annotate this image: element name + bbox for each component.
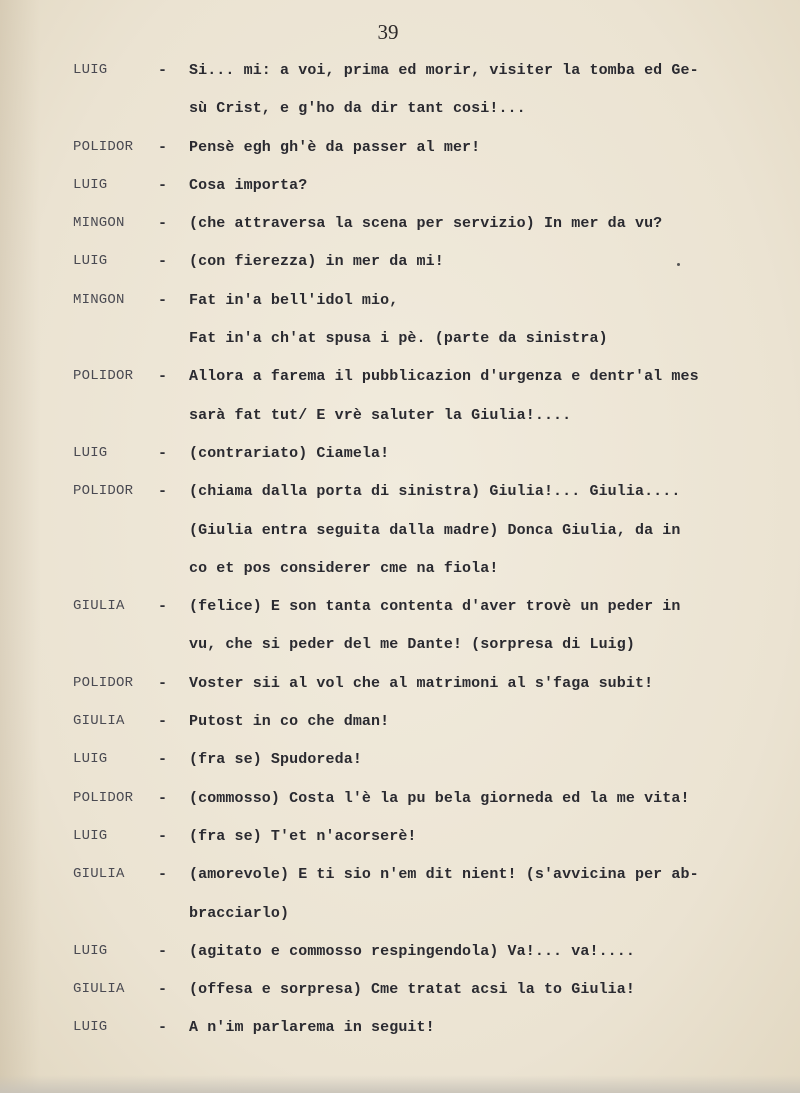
speaker-dash: -: [158, 483, 168, 501]
speaker-dash: -: [158, 713, 168, 731]
script-line: [0, 94, 800, 132]
script-line: [0, 784, 800, 822]
speaker-dash: -: [158, 176, 168, 194]
dialogue-text: co et pos considerer cme na fiola!: [189, 559, 499, 577]
script-line: [0, 439, 800, 477]
script-line: [0, 171, 800, 209]
speaker-name: POLIDOR: [73, 138, 134, 155]
speaker-name: LUIG: [73, 444, 108, 461]
speaker-dash: -: [158, 674, 168, 692]
speaker-dash: -: [158, 1019, 168, 1037]
script-line: [0, 209, 800, 247]
speaker-name: GIULIA: [73, 713, 125, 730]
speaker-name: LUIG: [73, 176, 108, 193]
speaker-name: POLIDOR: [73, 789, 134, 806]
script-line: [0, 630, 800, 668]
dialogue-text: (fra se) Spudoreda!: [189, 751, 362, 769]
speaker-dash: -: [158, 751, 168, 769]
script-line: [0, 899, 800, 937]
dialogue-text: (con fierezza) in mer da mi!: [189, 253, 444, 271]
dialogue-text: (amorevole) E ti sio n'em dit nient! (s'avvicina per ab-: [189, 866, 699, 884]
dialogue-text: (fra se) T'et n'acorserè!: [189, 827, 417, 845]
speaker-dash: -: [158, 215, 168, 233]
dialogue-text: Si... mi: a voi, prima ed morir, visiter la tomba ed Ge-: [189, 62, 699, 79]
script-line: [0, 669, 800, 707]
speaker-dash: -: [158, 981, 168, 999]
speaker-dash: -: [158, 942, 168, 960]
speaker-dash: -: [158, 253, 168, 271]
speaker-name: MINGON: [73, 215, 125, 232]
script-line: [0, 324, 800, 362]
dialogue-text: (chiama dalla porta di sinistra) Giulia!... Giulia....: [189, 483, 681, 501]
speaker-name: GIULIA: [73, 981, 125, 998]
script-line: [0, 975, 800, 1013]
script-line: [0, 477, 800, 515]
script-line: [0, 516, 800, 554]
speaker-name: LUIG: [73, 62, 108, 78]
speaker-dash: -: [158, 827, 168, 845]
ink-speck: [677, 263, 680, 266]
dialogue-text: (commosso) Costa l'è la pu bela giorneda ed la me vita!: [189, 789, 690, 807]
script-line: [0, 745, 800, 783]
dialogue-text: Cosa importa?: [189, 176, 308, 194]
dialogue-text: Fat in'a bell'idol mio,: [189, 291, 399, 309]
script-line: [0, 822, 800, 860]
dialogue-text: Voster sii al vol che al matrimoni al s'faga subit!: [189, 674, 654, 692]
speaker-name: POLIDOR: [73, 674, 134, 691]
script-line: [0, 707, 800, 745]
dialogue-text: Pensè egh gh'è da passer al mer!: [189, 138, 481, 156]
speaker-name: LUIG: [73, 751, 108, 768]
dialogue-text: (felice) E son tanta contenta d'aver trovè un peder in: [189, 598, 681, 616]
speaker-name: LUIG: [73, 827, 108, 844]
dialogue-text: (offesa e sorpresa) Cme tratat acsi la to Giulia!: [189, 981, 635, 999]
dialogue-text: sù Crist, e g'ho da dir tant cosi!...: [189, 100, 526, 118]
dialogue-text: sarà fat tut/ E vrè saluter la Giulia!....: [189, 406, 572, 424]
script-line: [0, 247, 800, 285]
dialogue-text: A n'im parlarema in seguit!: [189, 1019, 435, 1037]
dialogue-text: (che attraversa la scena per servizio) In mer da vu?: [189, 215, 663, 233]
dialogue-text: Putost in co che dman!: [189, 713, 390, 731]
speaker-name: LUIG: [73, 1019, 108, 1036]
page-bottom-edge: [0, 1075, 800, 1093]
script-line: [0, 56, 800, 94]
speaker-dash: -: [158, 866, 168, 884]
speaker-dash: -: [158, 138, 168, 156]
speaker-dash: -: [158, 291, 168, 309]
speaker-dash: -: [158, 789, 168, 807]
page-number: 39: [377, 20, 399, 44]
dialogue-text: (contrariato) Ciamela!: [189, 444, 390, 462]
speaker-name: LUIG: [73, 253, 108, 270]
speaker-dash: -: [158, 444, 168, 462]
script-line: [0, 592, 800, 630]
speaker-name: MINGON: [73, 291, 125, 308]
dialogue-text: bracciarlo): [189, 904, 290, 922]
dialogue-text: (agitato e commosso respingendola) Va!... va!....: [189, 942, 635, 960]
script-line: [0, 554, 800, 592]
speaker-dash: -: [158, 368, 168, 386]
script-line: [0, 362, 800, 400]
speaker-dash: -: [158, 62, 168, 79]
script-line: [0, 1013, 800, 1051]
script-line: [0, 937, 800, 975]
speaker-name: LUIG: [73, 942, 108, 959]
dialogue-text: (Giulia entra seguita dalla madre) Donca Giulia, da in: [189, 521, 681, 539]
speaker-name: GIULIA: [73, 866, 125, 883]
speaker-name: POLIDOR: [73, 368, 134, 385]
script-line: [0, 286, 800, 324]
dialogue-text: Allora a farema il pubblicazion d'urgenza e dentr'al mes: [189, 368, 699, 386]
speaker-name: GIULIA: [73, 598, 125, 615]
script-line: [0, 860, 800, 898]
speaker-name: POLIDOR: [73, 483, 134, 500]
script-line: [0, 401, 800, 439]
dialogue-text: vu, che si peder del me Dante! (sorpresa di Luig): [189, 636, 635, 654]
speaker-dash: -: [158, 598, 168, 616]
dialogue-text: Fat in'a ch'at spusa i pè. (parte da sinistra): [189, 330, 608, 348]
script-body: [0, 56, 800, 1052]
script-line: [0, 133, 800, 171]
